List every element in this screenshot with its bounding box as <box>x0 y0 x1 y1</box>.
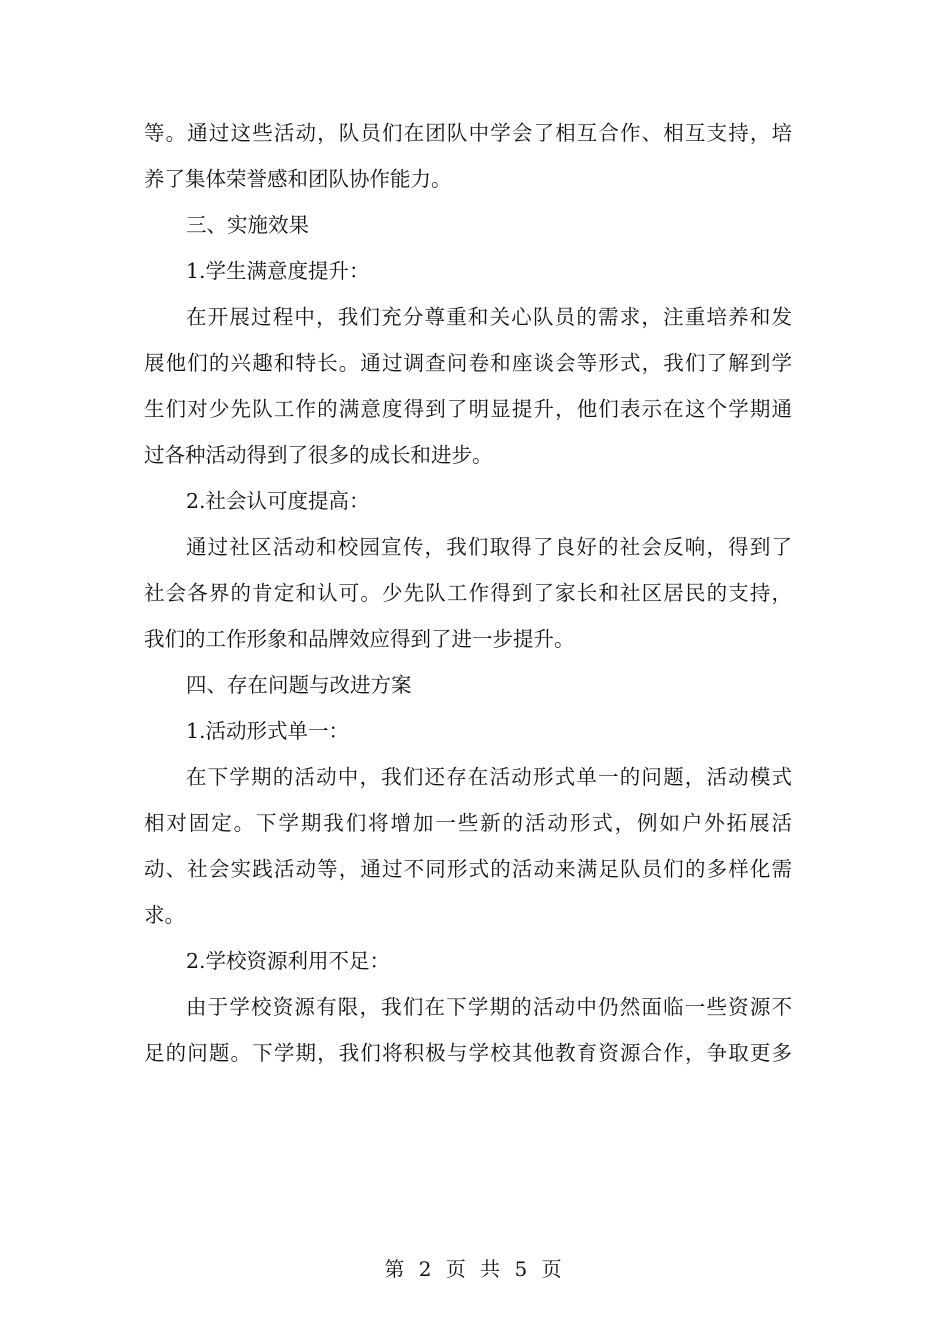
paragraph-line: 动、社会实践活动等，通过不同形式的活动来满足队员们的多样化需 <box>144 857 792 881</box>
paragraph-line: 过各种活动得到了很多的成长和进步。 <box>144 443 493 467</box>
subsection-heading: 2.社会认可度提高： <box>186 489 370 513</box>
paragraph-line: 养了集体荣誉感和团队协作能力。 <box>144 167 452 191</box>
paragraph-line: 我们的工作形象和品牌效应得到了进一步提升。 <box>144 627 575 651</box>
subsection-heading: 2.学校资源利用不足： <box>186 949 391 973</box>
paragraph-line: 在下学期的活动中，我们还存在活动形式单一的问题，活动模式 <box>186 765 792 789</box>
paragraph-line: 求。 <box>144 903 185 927</box>
subsection-heading: 1.学生满意度提升： <box>186 259 370 283</box>
paragraph-line: 足的问题。下学期，我们将积极与学校其他教育资源合作，争取更多 <box>144 1041 792 1065</box>
section-heading: 三、实施效果 <box>186 213 309 237</box>
subsection-heading: 1.活动形式单一： <box>186 719 350 743</box>
paragraph-line: 生们对少先队工作的满意度得到了明显提升，他们表示在这个学期通 <box>144 397 792 421</box>
paragraph-line: 在开展过程中，我们充分尊重和关心队员的需求，注重培养和发 <box>186 305 792 329</box>
section-heading: 四、存在问题与改进方案 <box>186 673 412 697</box>
paragraph-line: 由于学校资源有限，我们在下学期的活动中仍然面临一些资源不 <box>186 995 792 1019</box>
paragraph-line: 通过社区活动和校园宣传，我们取得了良好的社会反响，得到了 <box>186 535 792 559</box>
paragraph-line: 等。通过这些活动，队员们在团队中学会了相互合作、相互支持，培 <box>144 121 792 145</box>
paragraph-line: 社会各界的肯定和认可。少先队工作得到了家长和社区居民的支持， <box>144 581 792 605</box>
paragraph-line: 展他们的兴趣和特长。通过调查问卷和座谈会等形式，我们了解到学 <box>144 351 792 375</box>
page-number-footer: 第 2 页 共 5 页 <box>384 1257 566 1281</box>
paragraph-line: 相对固定。下学期我们将增加一些新的活动形式，例如户外拓展活 <box>144 811 792 835</box>
